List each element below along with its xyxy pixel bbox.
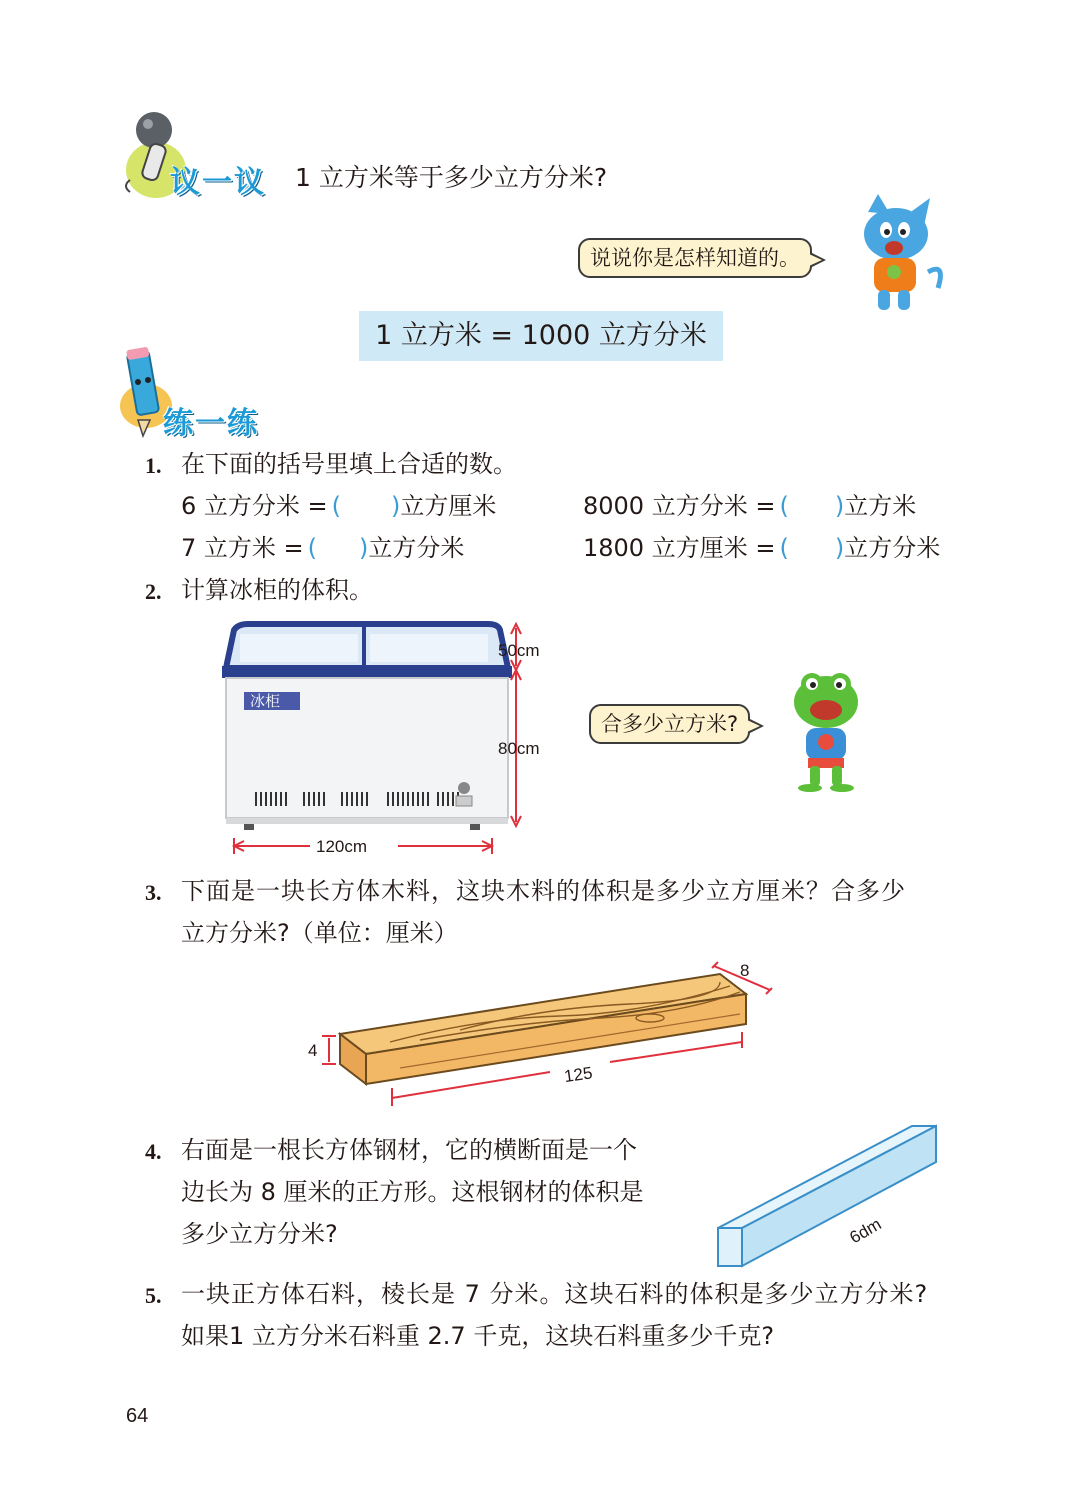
q3-number: 3. <box>145 880 162 905</box>
freezer-label: 冰柜 <box>250 693 281 710</box>
q4-line-3: 多少立方分米? <box>181 1220 338 1248</box>
q1-item-3 <box>181 533 464 563</box>
q1-number: 1. <box>145 453 162 478</box>
frog-speech-bubble <box>589 704 750 744</box>
q1-item-1 <box>181 491 496 521</box>
q4-line-1: 右面是一根长方体钢材，它的横断面是一个 <box>181 1136 637 1164</box>
q1-item-3-open: ( <box>307 534 318 562</box>
q1-item-3-right: 立方分米 <box>368 534 465 562</box>
wood-width-label: 8 <box>740 961 750 980</box>
q4-line-2: 边长为 8 厘米的正方形。这根钢材的体积是 <box>181 1178 644 1206</box>
q1-item-2-right: 立方米 <box>844 492 917 520</box>
q1-item-1-right: 立方厘米 <box>400 492 497 520</box>
page-number: 64 <box>126 1405 149 1427</box>
freezer-height-top-label: 50cm <box>498 641 540 660</box>
q2-number: 2. <box>145 579 162 604</box>
q1-item-2 <box>583 491 916 521</box>
q1-item-2-open: ( <box>779 492 789 520</box>
steel-length-label: 6dm <box>846 1214 885 1248</box>
freezer-height-body-label: 80cm <box>498 739 540 758</box>
q1-item-4-close: ) <box>834 534 845 562</box>
steel-bar-illustration <box>712 1120 944 1270</box>
freezer-length-label: 120cm <box>316 837 368 856</box>
wood-block-illustration <box>300 958 790 1118</box>
frog-bubble-text: 合多少立方米? <box>601 712 739 736</box>
cat-character-illustration <box>838 192 948 316</box>
formula-box <box>359 311 723 361</box>
q5-line-1: 一块正方体石料，棱长是 7 分米。这块石料的体积是多少立方分米? <box>181 1280 929 1308</box>
practice-heading: 练一练 <box>163 406 259 441</box>
q3-line-2: 立方分米?（单位：厘米） <box>181 919 458 947</box>
q1-item-4 <box>583 533 940 563</box>
discuss-heading: 议一议 <box>170 165 266 200</box>
cat-speech-bubble <box>578 238 812 278</box>
q1-item-4-open: ( <box>779 534 789 562</box>
q1-item-3-close: ) <box>359 534 369 562</box>
q1-item-4-left: 1800 立方厘米 = <box>583 534 776 562</box>
q1-item-1-close: ) <box>391 492 401 520</box>
q1-item-1-open: ( <box>331 492 342 520</box>
q2-text: 计算冰柜的体积。 <box>181 576 373 604</box>
q3-line-1: 下面是一块长方体木料，这块木料的体积是多少立方厘米？合多少 <box>181 877 906 905</box>
q1-item-2-left: 8000 立方分米 = <box>583 492 776 520</box>
q1-item-3-left: 7 立方米 = <box>181 534 304 562</box>
discuss-question: 1 立方米等于多少立方分米? <box>295 163 608 192</box>
q5-line-2: 如果1 立方分米石料重 2.7 千克，这块石料重多少千克? <box>181 1322 775 1350</box>
frog-character-illustration <box>786 670 866 794</box>
q5-number: 5. <box>145 1283 162 1308</box>
cat-bubble-text: 说说你是怎样知道的。 <box>590 246 800 270</box>
q1-item-1-left: 6 立方分米 = <box>181 492 328 520</box>
q1-item-2-close: ) <box>834 492 845 520</box>
formula-text: 1 立方米 = 1000 立方分米 <box>375 320 707 351</box>
q1-text: 在下面的括号里填上合适的数。 <box>181 450 517 478</box>
wood-height-label: 4 <box>308 1041 318 1060</box>
wood-length-label: 125 <box>562 1063 594 1087</box>
q1-item-4-right: 立方分米 <box>844 534 941 562</box>
q4-number: 4. <box>145 1139 162 1164</box>
freezer-illustration <box>218 620 558 860</box>
